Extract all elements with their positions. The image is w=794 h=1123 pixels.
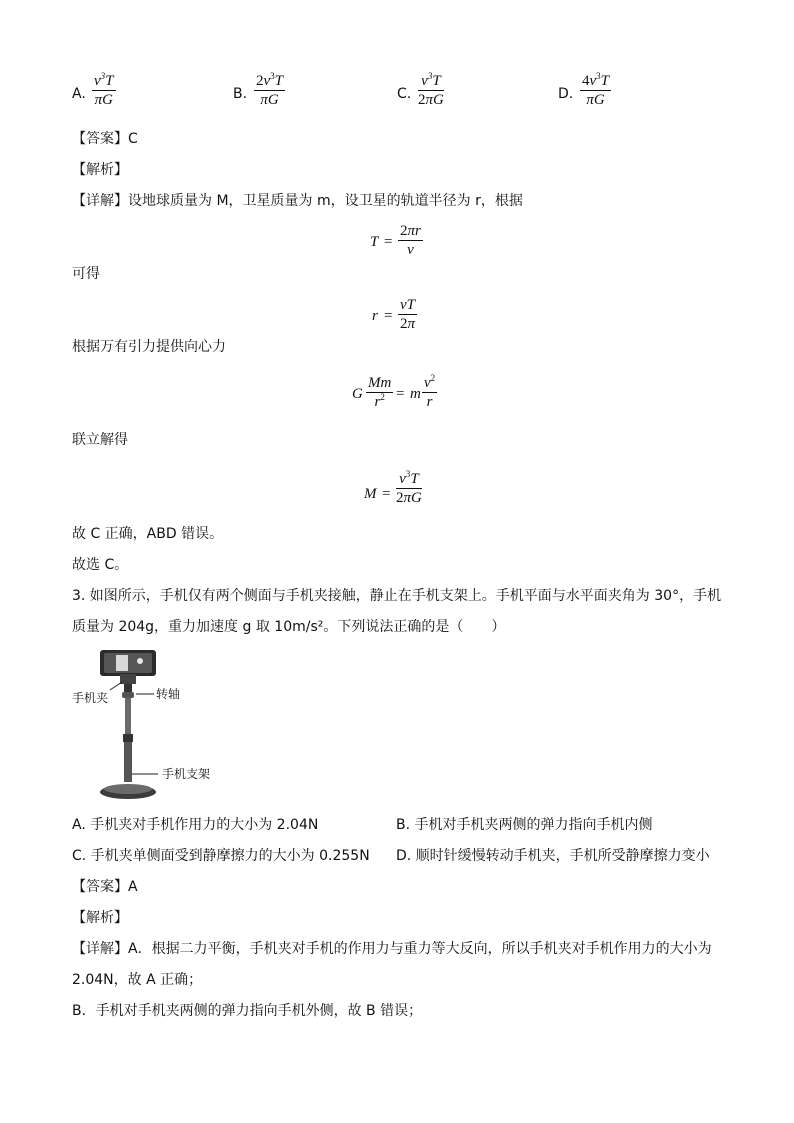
- q3-option-c: C. 手机夹单侧面受到静摩擦力的大小为 0.255N: [72, 848, 370, 864]
- option-b-letter: B.: [233, 86, 248, 102]
- answer-label: 【答案】: [72, 879, 128, 895]
- q3-detail-line-3: B．手机对手机夹两侧的弹力指向手机外侧，故 B 错误；: [72, 1003, 423, 1019]
- answer-value: C: [128, 131, 138, 147]
- option-c-letter: C.: [397, 86, 412, 102]
- q3-stem-line-1: 3. 如图所示，手机仅有两个侧面与手机夹接触，静止在手机支架上。手机平面与水平面夹角为 30°，手机: [72, 588, 722, 604]
- q3-option-a: A. 手机夹对手机作用力的大小为 2.04N: [72, 817, 319, 833]
- q3-detail-line-2: 2.04N，故 A 正确；: [72, 972, 203, 988]
- answer-label: 【答案】: [72, 131, 128, 147]
- q3-answer: [72, 877, 138, 897]
- label-shaft: 转轴: [156, 687, 181, 701]
- q2-answer: [72, 129, 138, 149]
- then-2: 根据万有引力提供向心力: [72, 339, 226, 355]
- option-c-fraction: $v^3T$ 2πG: [418, 71, 444, 108]
- q2-conclusion-2: 故选 C。: [72, 557, 129, 573]
- q2-conclusion-1: 故 C 正确，ABD 错误。: [72, 526, 224, 542]
- rotation-joint: [122, 692, 134, 698]
- q3-detail-line-1: 【详解】A．根据二力平衡，手机夹对手机的作用力与重力等大反向，所以手机夹对手机作用力的大小为: [72, 941, 712, 957]
- option-b-fraction: $2v^3T$ πG: [256, 71, 284, 108]
- label-phone-clip: 手机夹: [72, 691, 109, 705]
- q3-analysis-label: 【解析】: [72, 910, 128, 926]
- q3-option-b: B. 手机对手机夹两侧的弹力指向手机内侧: [396, 817, 653, 833]
- option-a-letter: A.: [72, 86, 86, 102]
- answer-value: A: [128, 879, 138, 895]
- then-1: 可得: [72, 266, 100, 282]
- option-d-fraction: $4v^3T$ πG: [582, 71, 610, 108]
- q2-detail: 【详解】设地球质量为 M，卫星质量为 m，设卫星的轨道半径为 r，根据: [72, 193, 523, 209]
- q3-option-d: D. 顺时针缓慢转动手机夹，手机所受静摩擦力变小: [396, 848, 710, 864]
- then-3: 联立解得: [72, 432, 128, 448]
- pole-shape: [124, 742, 132, 782]
- q2-analysis-label: 【解析】: [72, 162, 128, 178]
- phone-stand-figure: [70, 646, 220, 806]
- option-a-fraction: $v^3T$ πG: [94, 71, 114, 108]
- label-phone-stand: 手机支架: [162, 767, 211, 781]
- q3-stem-line-2: 质量为 204g，重力加速度 g 取 10m/s²。下列说法正确的是（ ）: [72, 619, 506, 635]
- option-d-letter: D.: [558, 86, 574, 102]
